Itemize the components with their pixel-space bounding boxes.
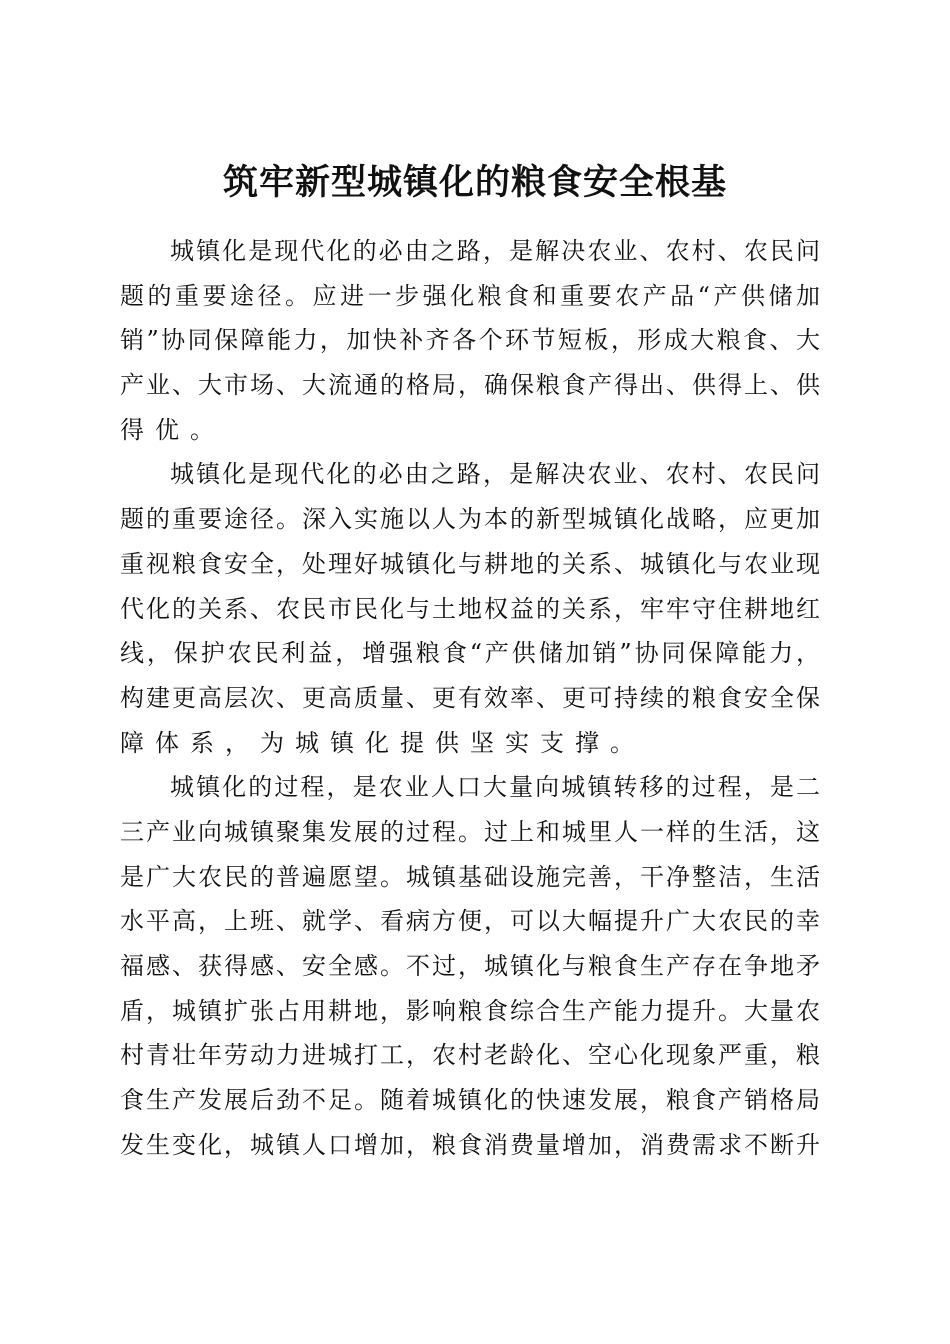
paragraph-line: 是广大农民的普遍愿望。城镇基础设施完善，干净整洁，生活 (120, 862, 820, 891)
paragraph-line: 福感、获得感、安全感。不过，城镇化与粮食生产存在争地矛 (120, 952, 820, 980)
paragraph-line: 三产业向城镇聚集发展的过程。过上和城里人一样的生活，这 (120, 817, 820, 846)
paragraph-line: 产业、大市场、大流通的格局，确保粮食产得出、供得上、供 (120, 371, 820, 400)
paragraph-line: 障体系，为城镇化提供坚实支撑。 (120, 728, 645, 757)
paragraph-line: 得优。 (120, 415, 225, 444)
paragraph-line: 构建更高层次、更高质量、更有效率、更可持续的粮食安全保 (120, 683, 820, 712)
paragraph-line: 食生产发展后劲不足。随着城镇化的快速发展，粮食产销格局 (120, 1086, 820, 1115)
paragraph-line: 代化的关系、农民市民化与土地权益的关系，牢牢守住耕地红 (120, 594, 820, 623)
document-title: 筑牢新型城镇化的粮食安全根基 (222, 162, 727, 204)
paragraph-line: 村青壮年劳动力进城打工，农村老龄化、空心化现象严重，粮 (120, 1041, 820, 1070)
paragraph (120, 229, 820, 452)
paragraph-line: 题的重要途径。深入实施以人为本的新型城镇化战略，应更加 (120, 505, 820, 534)
paragraph-line: 城镇化是现代化的必由之路，是解决农业、农村、农民问 (170, 460, 820, 489)
paragraph-line: 发生变化，城镇人口增加，粮食消费量增加，消费需求不断升 (120, 1130, 820, 1159)
paragraph-line: 题的重要途径。应进一步强化粮食和重要农产品“产供储加 (120, 281, 820, 310)
paragraph (120, 452, 820, 765)
paragraph-line: 盾，城镇扩张占用耕地，影响粮食综合生产能力提升。大量农 (120, 996, 820, 1025)
document-body (120, 229, 820, 1167)
paragraph-line: 重视粮食安全，处理好城镇化与耕地的关系、城镇化与农业现 (120, 549, 820, 578)
paragraph-line: 线，保护农民利益，增强粮食“产供储加销”协同保障能力， (120, 639, 820, 668)
paragraph-line: 城镇化的过程，是农业人口大量向城镇转移的过程，是二 (170, 773, 820, 802)
paragraph-line: 水平高，上班、就学、看病方便，可以大幅提升广大农民的幸 (120, 907, 820, 936)
paragraph-line: 城镇化是现代化的必由之路，是解决农业、农村、农民问 (170, 237, 820, 265)
paragraph-line: 销”协同保障能力，加快补齐各个环节短板，形成大粮食、大 (120, 326, 820, 355)
paragraph (120, 765, 820, 1167)
